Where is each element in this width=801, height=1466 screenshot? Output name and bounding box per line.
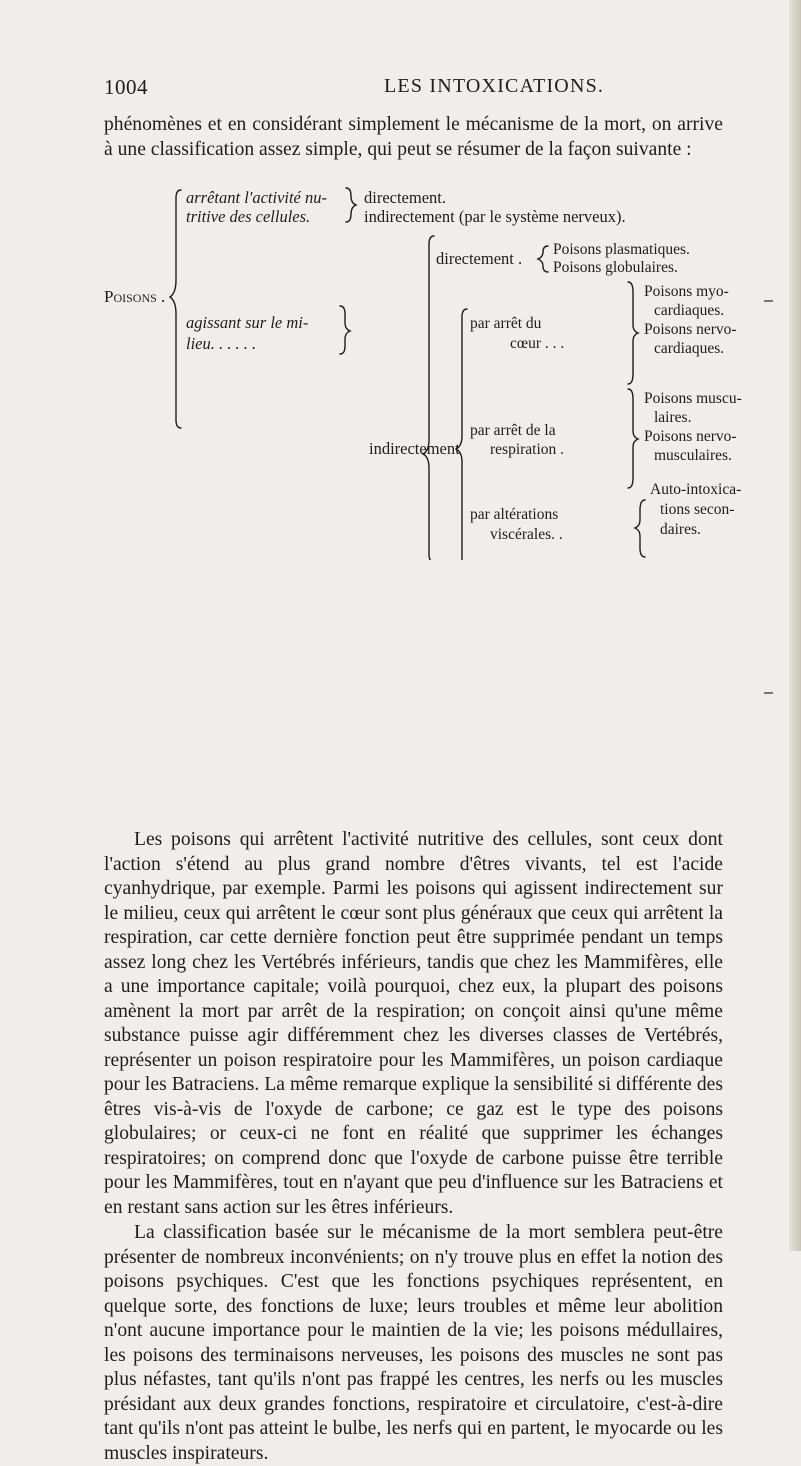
body-paragraph-2: La classification basée sur le mécanisme de la mort semblera peut-être présenter de nombreux inconvénients; on n'y trouve plus en effet la notion des poisons psychiques. C'est que les fonctions psychiques représentent, en quelque sorte, des fonctions de luxe; leurs troubles et même leur abolition n'ont aucune importance pour le maintien de la vie; les poisons médullaires, les poisons des terminaisons nerveuses, les poisons des muscles ne sont pas plus néfastes, tant qu'ils n'ont pas frappé les centres, les nerfs ou les muscles présidant aux deux grandes fonctions, respiratoire et circulatoire, c'est-à-dire tant qu'ils n'ont pas atteint le bulbe, les nerfs qui en partent, le myocarde ou les muscles inspirateurs. <box>104 1222 723 1464</box>
nutritive-label-line1: arrêtant l'activité nu- <box>186 188 327 207</box>
margin-mark <box>764 692 773 694</box>
myocardiac-line2: cardiaques. <box>654 302 725 319</box>
page-number: 1004 <box>104 75 148 99</box>
classification-braces <box>0 0 801 560</box>
auto-intox-line1: Auto-intoxica- <box>650 481 742 498</box>
indirect-children-brace <box>456 309 467 560</box>
milieu-children-brace <box>423 236 434 560</box>
visceral-label-line1: par altérations <box>470 506 559 523</box>
plasmatic-poisons: Poisons plasmatiques. <box>553 241 690 258</box>
nutritive-label-line2: tritive des cellules. <box>186 207 311 226</box>
chapter-title: LES INTOXICATIONS. <box>384 75 605 97</box>
milieu-brace <box>340 306 350 354</box>
body-paragraph-1: Les poisons qui arrêtent l'activité nutritive des cellules, sont ceux dont l'action s'étend au plus grand nombre d'êtres vivants, tel est l'acide cyanhydrique, par exemple. Parmi les poisons qui agissent indirectement sur le milieu, ceux qui arrêtent le cœur sont plus généraux que ceux qui arrêtent la respiration, car cette dernière fonction peut être supprimée pendant un temps assez long chez les Vertébrés inférieurs, tandis que chez les Mammifères, elle a une importance capitale; voilà pourquoi, chez eux, la plupart des poisons amènent la mort par arrêt de la respiration; on conçoit ainsi qu'une même substance puisse agir différemment chez les diverses classes de Vertébrés, représenter un poison respiratoire pour les Mammifères, un poison cardiaque pour les Batraciens. La même remarque explique la sensibilité si différente des êtres vis-à-vis de l'oxyde de carbone; ce gaz est le type des poisons globulaires; or ceux-ci ne font en réalité que supprimer les échanges respiratoires; on comprend donc que l'oxyde de carbone puisse être terrible pour les Mammifères, tout en n'ayant que peu d'influence sur les Batraciens et en restant sans action sur les êtres inférieurs. <box>104 829 723 1218</box>
nutritive-brace <box>346 188 356 222</box>
auto-intox-line2: tions secon- <box>660 501 735 518</box>
visceral-brace <box>635 500 645 557</box>
auto-intox-line3: daires. <box>660 521 701 538</box>
heart-brace <box>628 282 638 384</box>
root-label: Poisons . <box>104 287 166 306</box>
milieu-label-line1: agissant sur le mi- <box>186 313 309 332</box>
respiration-label-line2: respiration . <box>490 441 565 458</box>
milieu-direct: directement . <box>436 249 523 268</box>
root-brace <box>170 190 181 428</box>
nervocardiac-line2: cardiaques. <box>654 340 725 357</box>
nutritive-indirect: indirectement (par le système nerveux). <box>364 207 626 226</box>
nervomuscular-line1: Poisons nervo- <box>644 428 737 445</box>
heart-label-line2: cœur . . . <box>510 335 565 352</box>
intro-paragraph: phénomènes et en considérant simplement le mécanisme de la mort, on arrive à une classification assez simple, qui peut se résumer de la façon suivante : <box>104 114 723 160</box>
globular-poisons: Poisons globulaires. <box>553 259 678 276</box>
nervocardiac-line1: Poisons nervo- <box>644 321 737 338</box>
nervomuscular-line2: musculaires. <box>654 447 732 464</box>
classification-table <box>0 0 801 560</box>
muscular-line2: laires. <box>654 409 692 426</box>
visceral-label-line2: viscérales. . <box>490 526 563 543</box>
milieu-indirect: indirectement <box>369 439 460 458</box>
nutritive-direct: directement. <box>364 188 447 207</box>
muscular-line1: Poisons muscu- <box>644 390 742 407</box>
respiration-brace <box>628 389 638 488</box>
milieu-label-line2: lieu. . . . . . <box>186 334 257 353</box>
blood-poisons-brace <box>538 246 548 272</box>
respiration-label-line1: par arrêt de la <box>470 422 556 439</box>
myocardiac-line1: Poisons myo- <box>644 283 729 300</box>
heart-label-line1: par arrêt du <box>470 315 542 332</box>
